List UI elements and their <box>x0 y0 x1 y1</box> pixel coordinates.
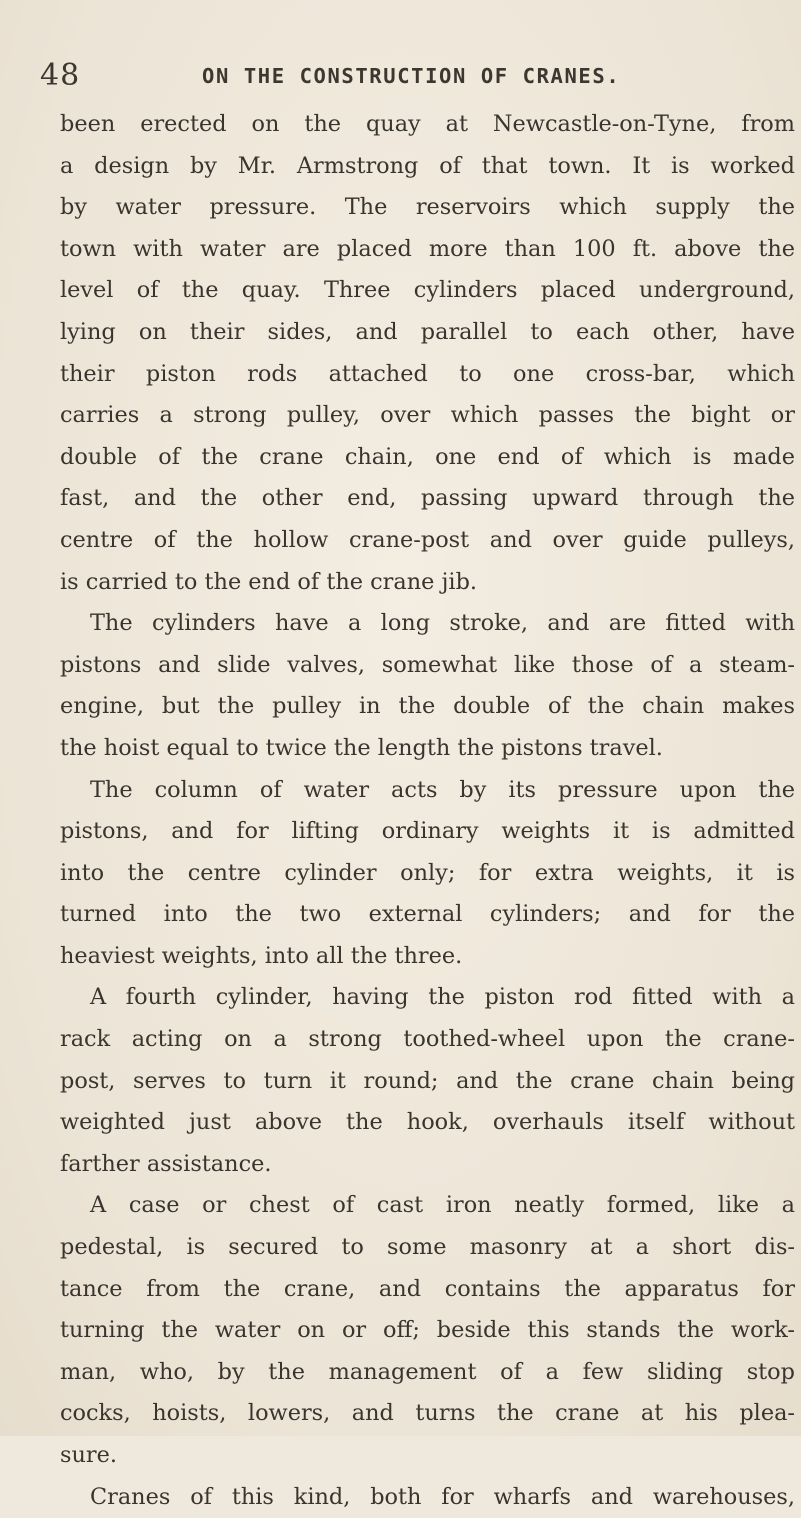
text-line: into the centre cylinder only; for extra weights, it is <box>60 859 795 886</box>
text-line: farther assistance. <box>60 1150 272 1177</box>
page-number: 48 <box>40 58 81 93</box>
text-line: sure. <box>60 1442 117 1468</box>
paragraph-start-line: The cylinders have a long stroke, and are fitted with <box>90 610 795 637</box>
text-line: man, who, by the management of a few sliding stop <box>60 1358 795 1385</box>
text-line: weighted just above the hook, overhauls itself without <box>60 1109 795 1136</box>
text-line: their piston rods attached to one cross-bar, which <box>60 360 795 387</box>
text-line: pistons, and for lifting ordinary weights it is admitted <box>60 818 795 845</box>
paragraph-start-line: A case or chest of cast iron neatly formed, like a <box>90 1192 795 1219</box>
text-line: centre of the hollow crane-post and over guide pulleys, <box>60 526 795 553</box>
text-line: by water pressure. The reservoirs which supply the <box>60 194 795 221</box>
text-line: level of the quay. Three cylinders placed underground, <box>60 277 795 304</box>
text-line: lying on their sides, and parallel to each other, have <box>60 318 795 345</box>
paragraph-start-line: Cranes of this kind, both for wharfs and warehouses, <box>90 1483 795 1510</box>
text-line: engine, but the pulley in the double of the chain makes <box>60 693 795 720</box>
text-line: town with water are placed more than 100 ft. above the <box>60 235 795 262</box>
text-line: tance from the crane, and contains the apparatus for <box>60 1275 795 1302</box>
text-line: double of the crane chain, one end of which is made <box>60 443 795 470</box>
body-text <box>60 104 795 1518</box>
paragraph-start-line: A fourth cylinder, having the piston rod fitted with a <box>90 984 795 1011</box>
text-line: turned into the two external cylinders; and for the <box>60 901 795 928</box>
text-line: fast, and the other end, passing upward through the <box>60 485 795 512</box>
text-line: pistons and slide valves, somewhat like those of a steam- <box>60 651 795 678</box>
text-line: post, serves to turn it round; and the crane chain being <box>60 1067 795 1094</box>
text-line: pedestal, is secured to some masonry at a short dis- <box>60 1234 795 1261</box>
text-line: a design by Mr. Armstrong of that town. It is worked <box>60 152 795 179</box>
text-line: cocks, hoists, lowers, and turns the crane at his plea- <box>60 1400 795 1427</box>
text-line: carries a strong pulley, over which passes the bight or <box>60 402 795 429</box>
page-header <box>40 58 785 94</box>
text-line: turning the water on or off; beside this stands the work- <box>60 1317 795 1344</box>
paragraph-start-line: The column of water acts by its pressure upon the <box>90 776 795 803</box>
text-line: been erected on the quay at Newcastle-on-Tyne, from <box>60 111 795 137</box>
running-head: ON THE CONSTRUCTION OF CRANES. <box>202 64 621 88</box>
text-line: rack acting on a strong toothed-wheel upon the crane- <box>60 1026 795 1053</box>
text-line: is carried to the end of the crane jib. <box>60 568 478 595</box>
text-line: the hoist equal to twice the length the pistons travel. <box>60 734 663 761</box>
text-line: heaviest weights, into all the three. <box>60 942 463 969</box>
